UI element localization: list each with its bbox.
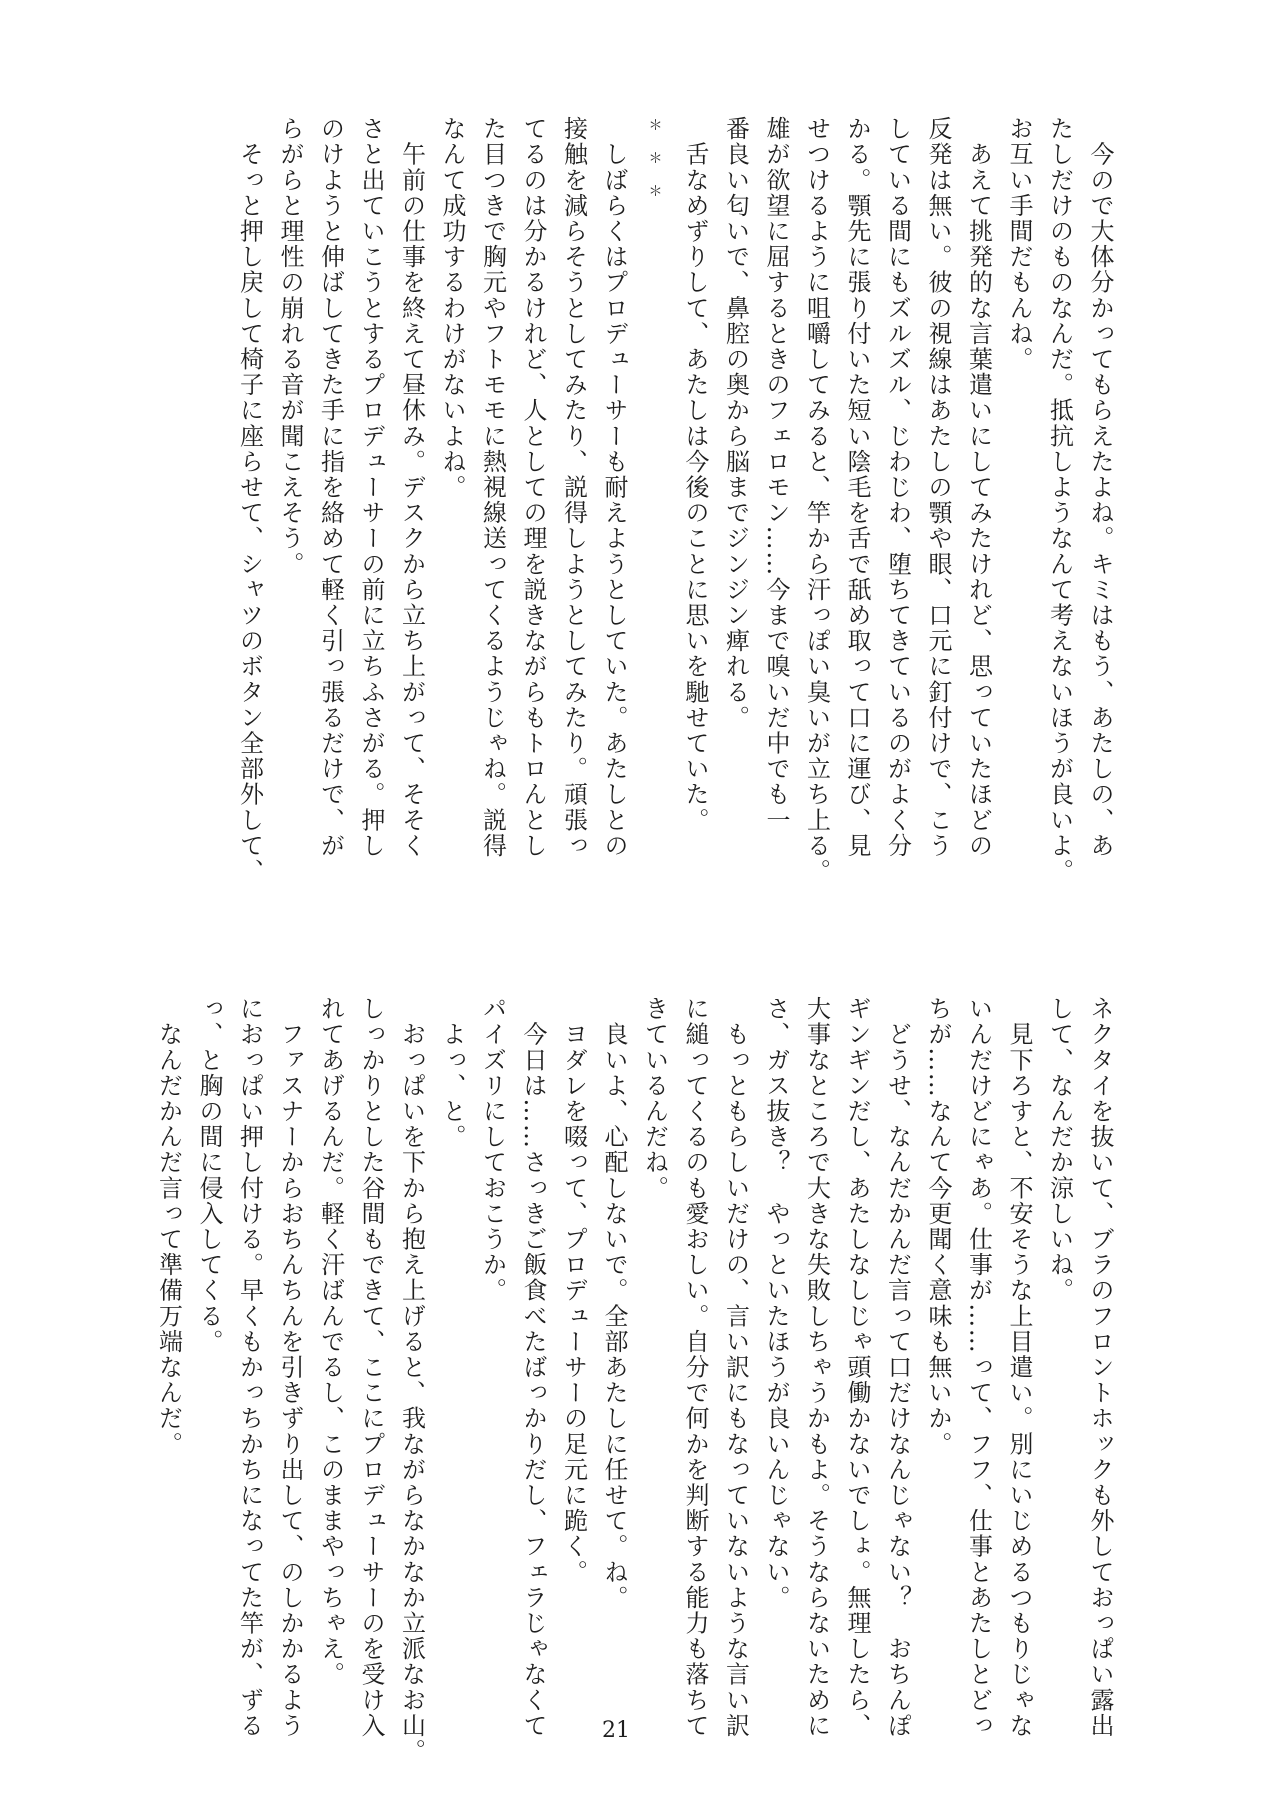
text-line: なんて成功するわけがないよね。	[438, 116, 466, 500]
text-line: ヨダレを啜って、プロデューサーの足元に跪く。	[559, 996, 588, 1585]
text-line: 番良い匂いで、鼻腔の奥から脳までジンジン痺れる。	[721, 116, 750, 731]
text-line: におっぱい押し付ける。早くもかっちかちになってた竿が、ずる	[235, 996, 264, 1739]
text-line: たしだけのものなんだ。抵抗しようなんて考えないほうが良いよ。	[1045, 116, 1074, 884]
text-line: 反発は無い。彼の視線はあたしの顎や眼、口元に釘付けで、こう	[924, 116, 952, 859]
text-line: のけようと伸ばしてきた手に指を絡めて軽く引っ張るだけで、が	[316, 116, 345, 859]
text-line: しっかりとした谷間もできて、ここにプロデューサーのを受け入	[357, 996, 385, 1739]
text-line: なんだかんだ言って準備万端なんだ。	[154, 996, 183, 1457]
text-line: あえて挑発的な言葉遣いにしてみたけれど、思っていたほどの	[964, 116, 993, 859]
text-line: そっと押し戻して椅子に座らせて、シャツのボタン全部外して、	[235, 116, 264, 884]
text-line: しばらくはプロデューサーも耐えようとしていた。あたしとの	[600, 116, 628, 859]
text-line: た目つきで胸元やフトモモに熱視線送ってくるようじゃね。説得	[478, 116, 507, 859]
text-line: 舌なめずりして、あたしは今後のことに思いを馳せていた。	[681, 116, 709, 833]
text-line: ちが……なんて今更聞く意味も無いか。	[924, 996, 952, 1457]
text-line: どうせ、なんだかんだ言って口だけなんじゃない？ おちんぽ	[883, 996, 912, 1739]
text-line: きているんだね。	[640, 996, 669, 1201]
text-line: 今日は……さっきご飯食べたばっかりだし、フェラじゃなくて	[519, 996, 547, 1739]
text-line: かる。顎先に張り付いた短い陰毛を舌で舐め取って口に運び、見	[843, 116, 871, 859]
text-line: パイズリにしておこうか。	[478, 996, 507, 1304]
text-line: お互い手間だもんね。	[1005, 116, 1033, 372]
text-line: らがらと理性の崩れる音が聞こえそう。	[276, 116, 304, 577]
section-separator: ＊＊＊	[646, 118, 663, 217]
text-line: さと出ていこうとするプロデューサーの前に立ちふさがる。押し	[357, 116, 385, 859]
text-line: せつけるように咀嚼してみると、竿から汗っぽい臭いが立ち上る。	[802, 116, 831, 884]
text-line: 接触を減らそうとしてみたり、説得しようとしてみたり。頑張っ	[559, 116, 588, 859]
text-line: 午前の仕事を終えて昼休み。デスクから立ち上がって、そそく	[397, 116, 426, 859]
text-line: している間にもズルズル、じわじわ、堕ちてきているのがよく分	[883, 116, 912, 859]
text-line: てるのは分かるけれど、人としての理を説きながらもトロんとし	[519, 116, 547, 859]
text-line: して、なんだか涼しいね。	[1045, 996, 1074, 1304]
text-line: ファスナーからおちんちんを引きずり出して、のしかかるよう	[276, 996, 304, 1739]
text-line: もっともらしいだけの、言い訳にもなっていないような言い訳	[721, 996, 750, 1739]
text-line: 雄が欲望に屈するときのフェロモン……今まで嗅いだ中でも一	[762, 116, 790, 833]
text-line: に縋ってくるのも愛おしい。自分で何かを判断する能力も落ちて	[681, 996, 709, 1739]
text-line: 見下ろすと、不安そうな上目遣い。別にいじめるつもりじゃな	[1005, 996, 1033, 1739]
text-block-top	[148, 116, 1120, 884]
page-number: 21	[602, 1718, 630, 1743]
text-line: よっ、と。	[438, 996, 466, 1150]
text-line: ギンギンだし、あたしなしじゃ頭働かないでしょ。無理したら、	[843, 996, 871, 1739]
text-line: 良いよ、心配しないで。全部あたしに任せて。ね。	[600, 996, 628, 1611]
text-line: いんだけどにゃあ。仕事が……って、フフ、仕事とあたしとどっ	[964, 996, 993, 1739]
text-line: 今ので大体分かってもらえたよね。キミはもう、あたしの、あ	[1086, 116, 1114, 859]
text-line: さ、ガス抜き？ やっといたほうが良いんじゃない。	[762, 996, 790, 1611]
text-line: っ、と胸の間に侵入してくる。	[195, 996, 223, 1355]
text-line: ネクタイを抜いて、ブラのフロントホックも外しておっぱい露出	[1086, 996, 1114, 1739]
text-line: れてあげるんだ。軽く汗ばんでるし、このままやっちゃえ。	[316, 996, 345, 1688]
text-line: 大事なところで大きな失敗しちゃうかもよ。そうならないために	[802, 996, 831, 1739]
text-line: おっぱいを下から抱え上げると、我ながらなかなか立派なお山。	[397, 996, 426, 1764]
text-block-bottom	[148, 996, 1120, 1764]
